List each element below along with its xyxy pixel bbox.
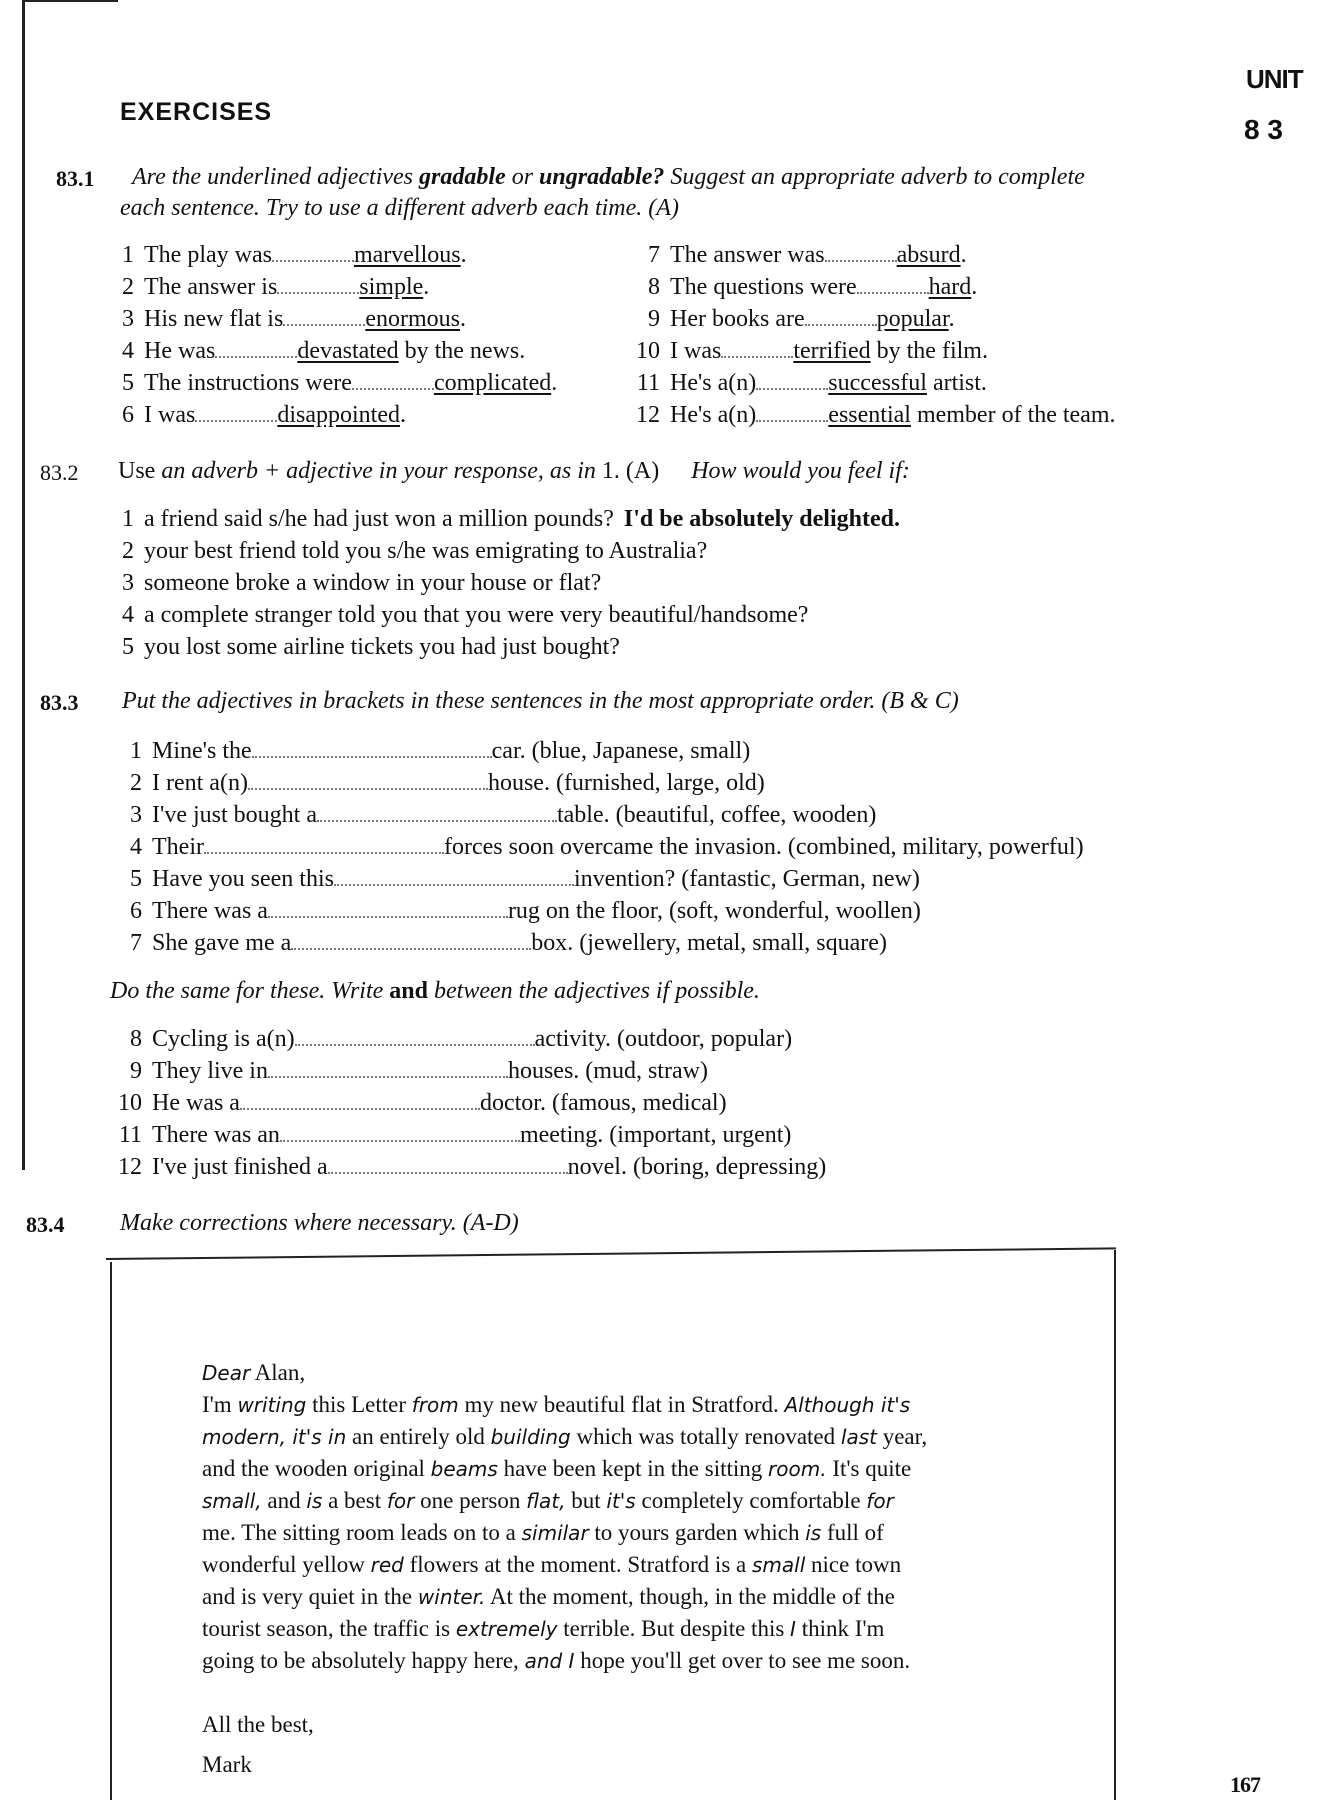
- answer-blank: [283, 306, 365, 326]
- item-text: Cycling is a(n): [152, 1026, 295, 1052]
- item-text-post: box. (jewellery, metal, small, square): [531, 930, 887, 956]
- item-text-post: doctor. (famous, medical): [479, 1090, 727, 1116]
- item-text: The play was: [144, 242, 272, 268]
- underlined-adjective: popular: [876, 306, 949, 332]
- item-text: I was: [144, 402, 196, 428]
- letter-line-3: modern, it's in an entirely old building which was totally renovated last year,: [202, 1424, 928, 1449]
- letter-line-1: Dear Alan,: [202, 1360, 306, 1385]
- item-text: a complete stranger told you that you were very beautiful/handsome?: [144, 602, 809, 628]
- item-text: The questions were: [670, 274, 857, 300]
- exercise-row: [118, 1088, 727, 1118]
- exercise-row: [118, 768, 765, 798]
- item-text-post: novel. (boring, depressing): [567, 1154, 827, 1180]
- exercise-row: [110, 632, 620, 662]
- exercise-row: [636, 400, 1116, 430]
- underlined-adjective: devastated: [297, 338, 399, 364]
- letter-line-10: going to be absolutely happy here, and I hope you'll get over to see me soon.: [202, 1648, 911, 1673]
- unit-label: UNIT: [1246, 64, 1303, 94]
- item-text-post: .: [960, 242, 967, 268]
- item-text-post: table. (beautiful, coffee, wooden): [556, 802, 877, 828]
- answer-blank: [291, 930, 531, 950]
- answer-blank: [195, 402, 277, 422]
- item-number: 1: [130, 738, 142, 764]
- exercise-83-4-instruction: Make corrections where necessary. (A-D): [120, 1210, 519, 1236]
- item-text-post: .: [459, 306, 466, 332]
- letter-line-7: wonderful yellow red flowers at the moment. Stratford is a small nice town: [202, 1552, 902, 1577]
- answer-blank: [248, 770, 488, 790]
- item-number: 4: [122, 602, 134, 628]
- item-text-post: by the film.: [870, 338, 988, 364]
- item-text-post: .: [551, 370, 558, 396]
- letter-line-8: and is very quiet in the winter. At the moment, though, in the middle of the: [202, 1584, 895, 1609]
- item-text: you lost some airline tickets you had just bought?: [144, 634, 620, 660]
- exercise-row: [110, 336, 525, 366]
- exercise-row: [118, 800, 876, 830]
- exercise-row: [118, 736, 750, 766]
- item-text-post: house. (furnished, large, old): [487, 770, 765, 796]
- underlined-adjective: successful: [828, 370, 927, 396]
- exercise-number-83-1: 83.1: [56, 166, 95, 191]
- item-number: 3: [122, 306, 134, 332]
- item-number: 4: [130, 834, 142, 860]
- underlined-adjective: complicated: [433, 370, 552, 396]
- exercise-row: [118, 928, 887, 958]
- answer-blank: [268, 898, 508, 918]
- item-text: Her books are: [670, 306, 805, 332]
- item-number: 12: [636, 402, 660, 428]
- exercise-row: [636, 304, 955, 334]
- answer-blank: [204, 834, 444, 854]
- item-text-post: .: [971, 274, 978, 300]
- underlined-adjective: hard: [928, 274, 972, 300]
- exercise-row: [118, 1120, 791, 1150]
- exercise-row: [110, 504, 900, 534]
- exercise-83-1-instruction: Are the underlined adjectives gradable or ungradable? Suggest an appropriate adverb to complete: [132, 164, 1085, 190]
- item-text-post: .: [399, 402, 406, 428]
- answer-blank: [805, 306, 877, 326]
- item-number: 2: [122, 538, 134, 564]
- item-number: 1: [122, 506, 134, 532]
- answer-blank: [756, 370, 828, 390]
- item-text: I was: [670, 338, 722, 364]
- answer-blank: [295, 1026, 535, 1046]
- underlined-adjective: marvellous: [353, 242, 461, 268]
- answer-blank: [215, 338, 297, 358]
- item-number: 6: [122, 402, 134, 428]
- exercise-row: [118, 832, 1084, 862]
- underlined-adjective: terrified: [793, 338, 871, 364]
- item-text: He was: [144, 338, 216, 364]
- example-answer: I'd be absolutely delighted.: [623, 506, 900, 532]
- underlined-adjective: disappointed: [277, 402, 400, 428]
- item-number: 6: [130, 898, 142, 924]
- item-text: I've just bought a: [152, 802, 317, 828]
- page-corner-rule: [22, 0, 118, 2]
- letter-line-2: I'm writing this Letter from my new beautiful flat in Stratford. Although it's: [202, 1392, 911, 1417]
- underlined-adjective: enormous: [365, 306, 460, 332]
- item-text-post: artist.: [926, 370, 987, 396]
- item-number: 2: [130, 770, 142, 796]
- item-number: 10: [118, 1090, 142, 1116]
- exercise-row: [118, 1024, 792, 1054]
- exercise-row: [636, 240, 967, 270]
- answer-blank: [280, 1122, 520, 1142]
- item-text-post: .: [423, 274, 430, 300]
- exercise-number-83-2: 83.2: [40, 460, 79, 485]
- underlined-adjective: essential: [828, 402, 911, 428]
- exercises-heading: EXERCISES: [120, 98, 273, 126]
- item-text: I've just finished a: [152, 1154, 328, 1180]
- exercise-number-83-3: 83.3: [40, 690, 79, 715]
- exercise-row: [118, 896, 921, 926]
- letter-frame-right: [1114, 1250, 1116, 1800]
- item-text: They live in: [152, 1058, 268, 1084]
- exercise-row: [110, 304, 466, 334]
- item-text: The answer is: [144, 274, 278, 300]
- item-number: 11: [636, 370, 660, 396]
- item-text: your best friend told you s/he was emigrating to Australia?: [144, 538, 708, 564]
- item-number: 5: [130, 866, 142, 892]
- exercise-row: [110, 600, 808, 630]
- exercise-row: [636, 368, 987, 398]
- item-text: Have you seen this: [152, 866, 334, 892]
- answer-blank: [334, 866, 574, 886]
- item-text-post: forces soon overcame the invasion. (combined, military, powerful): [443, 834, 1084, 860]
- item-number: 5: [122, 634, 134, 660]
- exercise-83-1-instruction-line2: each sentence. Try to use a different adverb each time. (A): [120, 195, 679, 221]
- item-text-post: activity. (outdoor, popular): [534, 1026, 793, 1052]
- item-text: Their: [152, 834, 204, 860]
- unit-number: 8 3: [1244, 114, 1283, 145]
- letter-closing: All the best,: [202, 1712, 314, 1737]
- exercise-row: [636, 272, 977, 302]
- answer-blank: [857, 274, 929, 294]
- item-text: He's a(n): [670, 370, 757, 396]
- item-number: 8: [130, 1026, 142, 1052]
- page-margin-rule: [22, 0, 25, 1170]
- item-number: 3: [130, 802, 142, 828]
- item-number: 9: [648, 306, 660, 332]
- letter-frame-left: [110, 1262, 112, 1800]
- letter-frame-top: [106, 1247, 1116, 1260]
- item-text: There was a: [152, 898, 268, 924]
- underlined-adjective: absurd: [896, 242, 961, 268]
- exercise-row: [118, 1056, 708, 1086]
- letter-line-6: me. The sitting room leads on to a similar to yours garden which is full of: [202, 1520, 884, 1545]
- item-text-post: rug on the floor, (soft, wonderful, woollen): [507, 898, 921, 924]
- exercise-row: [110, 272, 429, 302]
- answer-blank: [328, 1154, 568, 1174]
- exercise-83-2-instruction: Use an adverb + adjective in your response, as in 1. (A) How would you feel if:: [118, 458, 910, 484]
- item-number: 1: [122, 242, 134, 268]
- letter-signature: Mark: [202, 1752, 252, 1777]
- item-text: The answer was: [670, 242, 825, 268]
- item-number: 11: [118, 1122, 142, 1148]
- item-text: Mine's the: [152, 738, 252, 764]
- exercise-row: [110, 568, 601, 598]
- item-text: His new flat is: [144, 306, 284, 332]
- item-number: 2: [122, 274, 134, 300]
- item-text: There was an: [152, 1122, 280, 1148]
- item-number: 9: [130, 1058, 142, 1084]
- item-number: 4: [122, 338, 134, 364]
- exercise-row: [110, 400, 406, 430]
- answer-blank: [277, 274, 359, 294]
- answer-blank: [240, 1090, 480, 1110]
- answer-blank: [252, 738, 492, 758]
- exercise-row: [110, 368, 557, 398]
- letter-line-9: tourist season, the traffic is extremely terrible. But despite this I think I'm: [202, 1616, 885, 1641]
- item-text-post: by the news.: [398, 338, 526, 364]
- item-text: a friend said s/he had just won a million pounds?: [144, 506, 614, 532]
- item-text: She gave me a: [152, 930, 292, 956]
- item-number: 10: [636, 338, 660, 364]
- answer-blank: [272, 242, 354, 262]
- exercise-83-3-instruction-2: Do the same for these. Write and between the adjectives if possible.: [110, 978, 760, 1004]
- underlined-adjective: simple: [359, 274, 424, 300]
- answer-blank: [756, 402, 828, 422]
- page-number: 167: [1230, 1772, 1260, 1797]
- item-number: 5: [122, 370, 134, 396]
- exercise-number-83-4: 83.4: [26, 1212, 65, 1237]
- item-text: The instructions were: [144, 370, 352, 396]
- item-text-post: houses. (mud, straw): [507, 1058, 708, 1084]
- item-text-post: .: [460, 242, 467, 268]
- exercise-row: [118, 864, 920, 894]
- exercise-83-3-instruction: Put the adjectives in brackets in these sentences in the most appropriate order. (B & C): [122, 688, 959, 714]
- item-number: 3: [122, 570, 134, 596]
- letter-line-4: and the wooden original beams have been kept in the sitting room. It's quite: [202, 1456, 912, 1481]
- exercise-row: [118, 1152, 826, 1182]
- item-text: someone broke a window in your house or flat?: [144, 570, 602, 596]
- exercise-row: [110, 240, 467, 270]
- item-number: 8: [648, 274, 660, 300]
- item-text: I rent a(n): [152, 770, 248, 796]
- answer-blank: [317, 802, 557, 822]
- item-text-post: .: [948, 306, 955, 332]
- exercise-row: [636, 336, 988, 366]
- item-number: 7: [130, 930, 142, 956]
- exercise-row: [110, 536, 707, 566]
- letter-line-5: small, and is a best for one person flat, but it's completely comfortable for: [202, 1488, 894, 1513]
- item-number: 12: [118, 1154, 142, 1180]
- item-number: 7: [648, 242, 660, 268]
- answer-blank: [825, 242, 897, 262]
- item-text-post: member of the team.: [910, 402, 1116, 428]
- item-text-post: car. (blue, Japanese, small): [491, 738, 751, 764]
- item-text: He was a: [152, 1090, 240, 1116]
- answer-blank: [352, 370, 434, 390]
- item-text: He's a(n): [670, 402, 757, 428]
- answer-blank: [721, 338, 793, 358]
- item-text-post: invention? (fantastic, German, new): [573, 866, 920, 892]
- answer-blank: [268, 1058, 508, 1078]
- item-text-post: meeting. (important, urgent): [519, 1122, 792, 1148]
